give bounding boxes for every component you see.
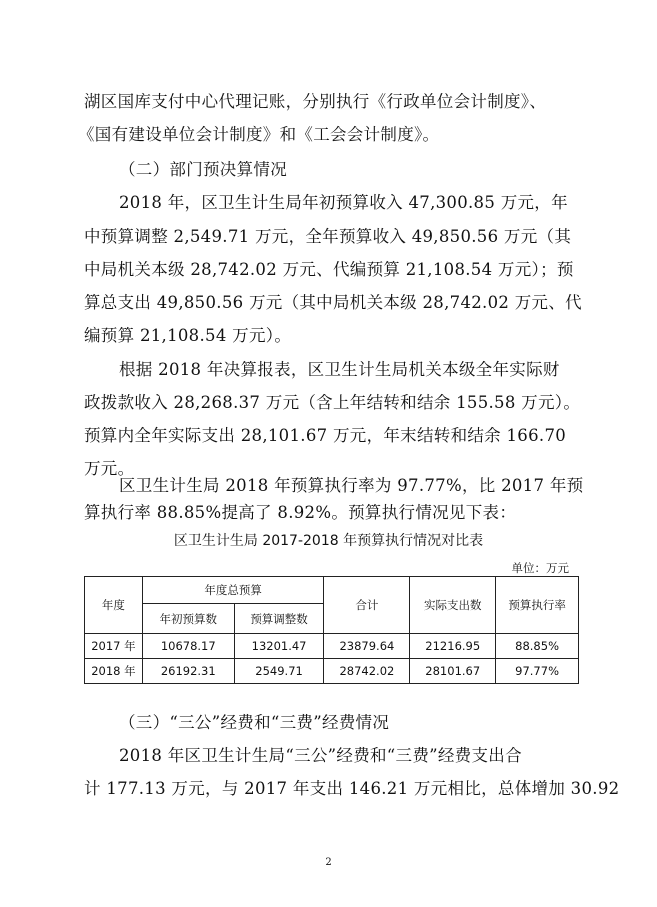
cell-sum: 28742.02 (324, 659, 410, 684)
cell-year: 2017 年 (85, 634, 143, 659)
paragraph-line: 算总支出 49,850.56 万元（其中局机关本级 28,742.02 万元、代 (84, 293, 582, 312)
cell-actual: 28101.67 (410, 659, 496, 684)
cell-actual: 21216.95 (410, 634, 496, 659)
paragraph-line: 中预算调整 2,549.71 万元，全年预算收入 49,850.56 万元（其 (84, 227, 572, 246)
table-row (85, 634, 579, 659)
cell-adjust: 13201.47 (234, 634, 324, 659)
paragraph-line: 根据 2018 年决算报表，区卫生计生局机关本级全年实际财 (119, 360, 560, 379)
cell-initial: 26192.31 (142, 659, 234, 684)
paragraph-line: 政拨款收入 28,268.37 万元（含上年结转和结余 155.58 万元）。 (84, 393, 581, 412)
header-initial: 年初预算数 (142, 604, 234, 634)
paragraph-line: 计 177.13 万元，与 2017 年支出 146.21 万元相比，总体增加 30.92 (84, 779, 620, 798)
cell-adjust: 2549.71 (234, 659, 324, 684)
section-heading: （三）“三公”经费和“三费”经费情况 (119, 713, 390, 732)
header-year: 年度 (85, 577, 143, 634)
page-number: 2 (325, 857, 332, 868)
table-row (85, 659, 579, 684)
table-unit: 单位：万元 (511, 561, 569, 575)
cell-sum: 23879.64 (324, 634, 410, 659)
cell-initial: 10678.17 (142, 634, 234, 659)
cell-rate: 97.77% (496, 659, 579, 684)
paragraph-line: 万元。 (84, 459, 135, 478)
paragraph-line: 湖区国库支付中心代理记账，分别执行《行政单位会计制度》、 (84, 92, 547, 111)
cell-year: 2018 年 (85, 659, 143, 684)
header-actual: 实际支出数 (410, 577, 496, 634)
table-caption: 区卫生计生局 2017-2018 年预算执行情况对比表 (173, 533, 484, 549)
paragraph-line: 编预算 21,108.54 万元）。 (84, 326, 292, 345)
budget-table (84, 576, 579, 684)
header-adjust: 预算调整数 (234, 604, 324, 634)
header-sum: 合计 (324, 577, 410, 634)
header-total-budget: 年度总预算 (142, 577, 324, 604)
paragraph-line: 区卫生计生局 2018 年预算执行率为 97.77%，比 2017 年预 (119, 476, 584, 495)
paragraph-line: 2018 年，区卫生计生局年初预算收入 47,300.85 万元，年 (119, 193, 568, 212)
paragraph-line: 2018 年区卫生计生局“三公”经费和“三费”经费支出合 (119, 746, 522, 765)
paragraph-line: 预算内全年实际支出 28,101.67 万元，年末结转和结余 166.70 (84, 426, 567, 445)
header-rate: 预算执行率 (496, 577, 579, 634)
cell-rate: 88.85% (496, 634, 579, 659)
section-heading: （二）部门预决算情况 (119, 160, 287, 179)
paragraph-line: 中局机关本级 28,742.02 万元、代编预算 21,108.54 万元）；预 (84, 260, 574, 279)
paragraph-line: 算执行率 88.85%提高了 8.92%。预算执行情况见下表： (84, 503, 517, 522)
paragraph-line: 《国有建设单位会计制度》和《工会会计制度》。 (78, 125, 440, 144)
